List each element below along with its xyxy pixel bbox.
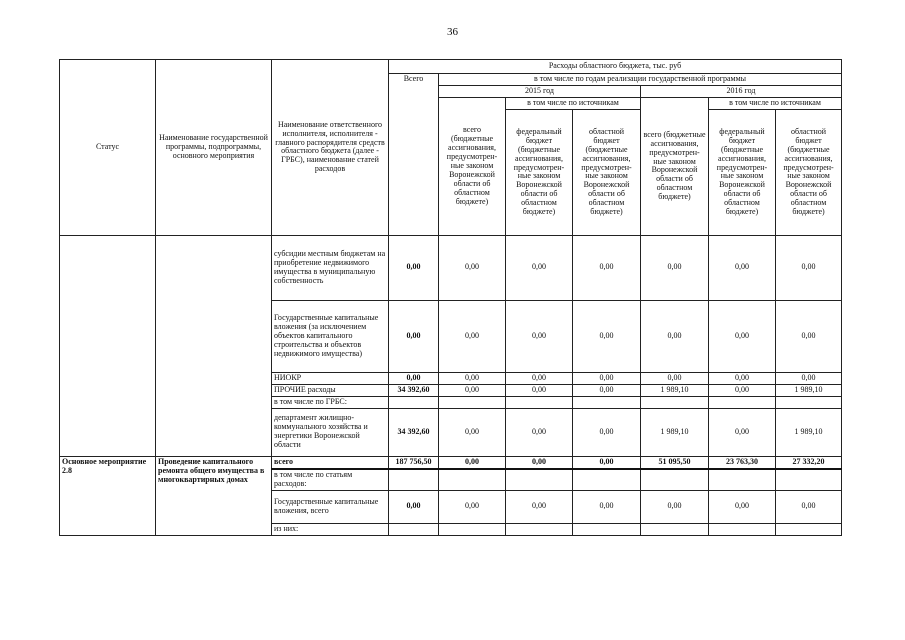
cell-2016-federal: 23 763,30 [709, 456, 776, 468]
row-label: всего [272, 456, 389, 468]
cell-empty [573, 396, 641, 408]
cell-2016-regional: 0,00 [776, 300, 842, 372]
budget-table [59, 59, 842, 536]
header-status: Статус [60, 60, 156, 236]
cell-2015-regional: 0,00 [573, 372, 641, 384]
program-cell-empty [156, 235, 272, 456]
cell-2015-all: 0,00 [439, 490, 506, 523]
row-label: в том числе по ГРБС: [272, 396, 389, 408]
cell-empty [573, 469, 641, 490]
header-2015-by-sources: в том числе по источникам [506, 98, 641, 110]
cell-empty [776, 523, 842, 535]
cell-2015-regional: 0,00 [573, 300, 641, 372]
cell-empty [439, 469, 506, 490]
cell-2016-regional: 0,00 [776, 235, 842, 300]
cell-2015-all: 0,00 [439, 300, 506, 372]
cell-2016-all: 1 989,10 [641, 408, 709, 456]
cell-2015-all: 0,00 [439, 384, 506, 396]
header-expenses: Расходы областного бюджета, тыс. руб [389, 60, 842, 74]
cell-2016-regional: 0,00 [776, 490, 842, 523]
row-label: ПРОЧИЕ расходы [272, 384, 389, 396]
cell-2016-all: 51 095,50 [641, 456, 709, 468]
cell-2015-federal: 0,00 [506, 490, 573, 523]
header-row-1 [60, 60, 842, 74]
header-2016-regional: областной бюджет (бюджетные ассигнования, предусмотрен-ные законом Воронежской области об областном бюджете) [776, 109, 842, 235]
row-label: Государственные капитальные вложения (за исключением объектов капитального строительства и объектов недвижимого имущества) [272, 300, 389, 372]
header-executor: Наименование ответственного исполнителя, исполнителя - главного распорядителя средств областного бюджета (далее - ГРБС), наименование статей расходов [272, 60, 389, 236]
cell-2016-regional: 27 332,20 [776, 456, 842, 468]
header-total: Всего [389, 74, 439, 236]
cell-2015-regional: 0,00 [573, 384, 641, 396]
table-row [60, 235, 842, 300]
cell-2016-federal: 0,00 [709, 300, 776, 372]
header-2015-federal: федеральный бюджет (бюджетные ассигнования, предусмотрен-ные законом Воронежской области об областном бюджете) [506, 109, 573, 235]
cell-2015-federal: 0,00 [506, 300, 573, 372]
row-label: Государственные капитальные вложения, всего [272, 490, 389, 523]
header-by-years: в том числе по годам реализации государственной программы [439, 74, 842, 86]
cell-2015-regional: 0,00 [573, 235, 641, 300]
page-number: 36 [447, 26, 458, 38]
cell-empty [389, 396, 439, 408]
cell-empty [389, 523, 439, 535]
cell-empty [641, 469, 709, 490]
cell-empty [506, 523, 573, 535]
cell-2016-all: 0,00 [641, 235, 709, 300]
measure-total-row [60, 456, 842, 468]
cell-2016-regional: 0,00 [776, 372, 842, 384]
cell-total: 0,00 [389, 300, 439, 372]
row-label: из них: [272, 523, 389, 535]
cell-2016-federal: 0,00 [709, 235, 776, 300]
row-label: НИОКР [272, 372, 389, 384]
cell-2015-all: 0,00 [439, 408, 506, 456]
header-2015-all: всего (бюджетные ассигнования, предусмотрен-ные законом Воронежской области об областном бюджете) [439, 98, 506, 236]
cell-2016-all: 0,00 [641, 372, 709, 384]
cell-2016-regional: 1 989,10 [776, 384, 842, 396]
cell-2016-federal: 0,00 [709, 490, 776, 523]
cell-2015-regional: 0,00 [573, 408, 641, 456]
header-2015-regional: областной бюджет (бюджетные ассигнования, предусмотрен-ные законом Воронежской области об областном бюджете) [573, 109, 641, 235]
cell-2015-regional: 0,00 [573, 490, 641, 523]
cell-empty [506, 396, 573, 408]
cell-empty [439, 396, 506, 408]
row-label: в том числе по статьям расходов: [272, 469, 389, 490]
cell-empty [709, 523, 776, 535]
cell-empty [506, 469, 573, 490]
cell-2015-all: 0,00 [439, 372, 506, 384]
cell-2015-all: 0,00 [439, 456, 506, 468]
header-2016-all: всего (бюджетные ассигнования, предусмотрен-ные законом Воронежской области об областном бюджете) [641, 98, 709, 236]
cell-2015-federal: 0,00 [506, 372, 573, 384]
cell-empty [389, 469, 439, 490]
cell-2015-federal: 0,00 [506, 235, 573, 300]
status-cell-empty [60, 235, 156, 456]
cell-empty [641, 396, 709, 408]
cell-total: 187 756,50 [389, 456, 439, 468]
cell-2015-federal: 0,00 [506, 456, 573, 468]
cell-2016-all: 1 989,10 [641, 384, 709, 396]
header-program-name: Наименование государственной программы, подпрограммы, основного мероприятия [156, 60, 272, 236]
cell-2015-all: 0,00 [439, 235, 506, 300]
cell-total: 34 392,60 [389, 384, 439, 396]
row-label: департамент жилищно-коммунального хозяйства и энергетики Воронежской области [272, 408, 389, 456]
cell-empty [641, 523, 709, 535]
cell-2016-federal: 0,00 [709, 408, 776, 456]
cell-total: 0,00 [389, 490, 439, 523]
header-year-2016: 2016 год [641, 86, 842, 98]
header-year-2015: 2015 год [439, 86, 641, 98]
cell-empty [776, 396, 842, 408]
cell-2016-all: 0,00 [641, 300, 709, 372]
cell-empty [709, 396, 776, 408]
cell-2016-regional: 1 989,10 [776, 408, 842, 456]
cell-empty [776, 469, 842, 490]
cell-2016-federal: 0,00 [709, 372, 776, 384]
cell-2016-all: 0,00 [641, 490, 709, 523]
cell-2015-federal: 0,00 [506, 408, 573, 456]
row-label: субсидии местным бюджетам на приобретение недвижимого имущества в муниципальную собственность [272, 235, 389, 300]
cell-empty [439, 523, 506, 535]
cell-2015-federal: 0,00 [506, 384, 573, 396]
cell-total: 34 392,60 [389, 408, 439, 456]
header-2016-federal: федеральный бюджет (бюджетные ассигнования, предусмотрен-ные законом Воронежской области об областном бюджете) [709, 109, 776, 235]
cell-2015-regional: 0,00 [573, 456, 641, 468]
cell-2016-federal: 0,00 [709, 384, 776, 396]
cell-empty [573, 523, 641, 535]
measure-name: Проведение капитального ремонта общего имущества в многоквартирных домах [156, 456, 272, 535]
cell-total: 0,00 [389, 372, 439, 384]
cell-total: 0,00 [389, 235, 439, 300]
measure-status: Основное мероприятие 2.8 [60, 456, 156, 535]
header-2016-by-sources: в том числе по источникам [709, 98, 842, 110]
cell-empty [709, 469, 776, 490]
